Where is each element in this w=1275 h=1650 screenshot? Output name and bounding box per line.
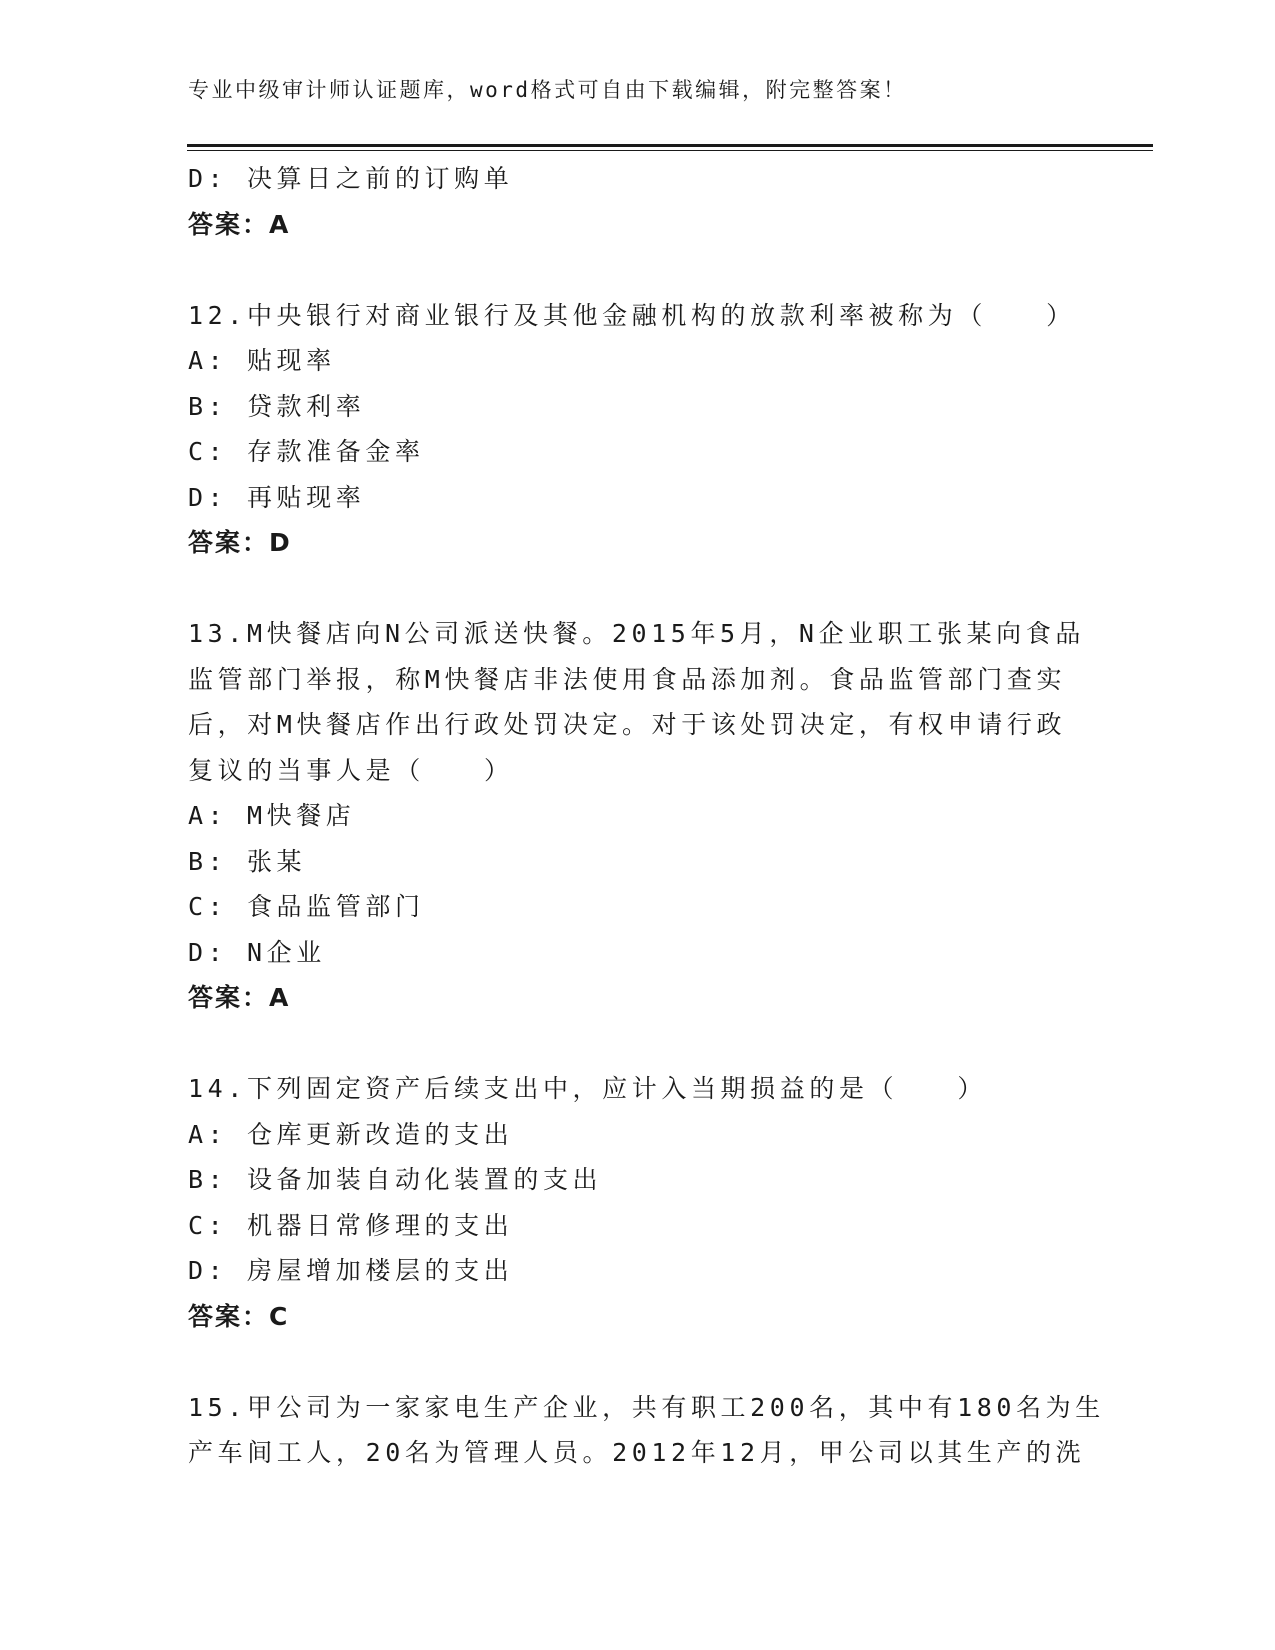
question-14	[188, 1066, 1088, 1339]
question-stem: 复议的当事人是（ ）	[188, 755, 514, 785]
option-a: A: M快餐店	[188, 801, 356, 830]
option-c: C: 机器日常修理的支出	[188, 1210, 514, 1240]
question-stem: 产车间工人，20名为管理人员。2012年12月，甲公司以其生产的洗	[188, 1438, 1086, 1467]
answer: 答案：A	[188, 209, 291, 239]
question-stem: 13.M快餐店向N公司派送快餐。2015年5月，N企业职工张某向食品	[188, 619, 1085, 648]
question-stem: 14.下列固定资产后续支出中，应计入当期损益的是（ ）	[188, 1074, 987, 1103]
question-stem: 后，对M快餐店作出行政处罚决定。对于该处罚决定，有权申请行政	[188, 710, 1067, 739]
option-c: C: 存款准备金率	[188, 437, 425, 466]
option-d: D: 决算日之前的订购单	[188, 164, 514, 193]
question-stem: 12.中央银行对商业银行及其他金融机构的放款利率被称为（ ）	[188, 300, 1076, 330]
page-header: 专业中级审计师认证题库，word格式可自由下载编辑，附完整答案！	[188, 78, 907, 102]
option-a: A: 仓库更新改造的支出	[188, 1119, 514, 1149]
option-b: B: 设备加装自动化装置的支出	[188, 1165, 603, 1194]
header-rule-thin	[187, 150, 1153, 151]
option-a: A: 贴现率	[188, 346, 336, 375]
option-d: D: N企业	[188, 937, 326, 967]
option-c: C: 食品监管部门	[188, 892, 425, 921]
document-body	[188, 156, 1105, 1476]
question-stem: 监管部门举报，称M快餐店非法使用食品添加剂。食品监管部门查实	[188, 664, 1067, 694]
option-b: B: 张某	[188, 846, 307, 876]
question-12	[188, 293, 1088, 566]
question-13	[188, 611, 1088, 1021]
question-11-tail	[188, 156, 1088, 247]
option-d: D: 房屋增加楼层的支出	[188, 1256, 514, 1285]
option-d: D: 再贴现率	[188, 482, 366, 512]
answer: 答案：D	[188, 528, 292, 557]
answer: 答案：A	[188, 983, 291, 1012]
question-15	[188, 1385, 1105, 1476]
header-rule-thick	[187, 144, 1153, 147]
answer: 答案：C	[188, 1301, 290, 1331]
option-b: B: 贷款利率	[188, 391, 366, 421]
question-stem: 15.甲公司为一家家电生产企业，共有职工200名，其中有180名为生	[188, 1392, 1105, 1422]
